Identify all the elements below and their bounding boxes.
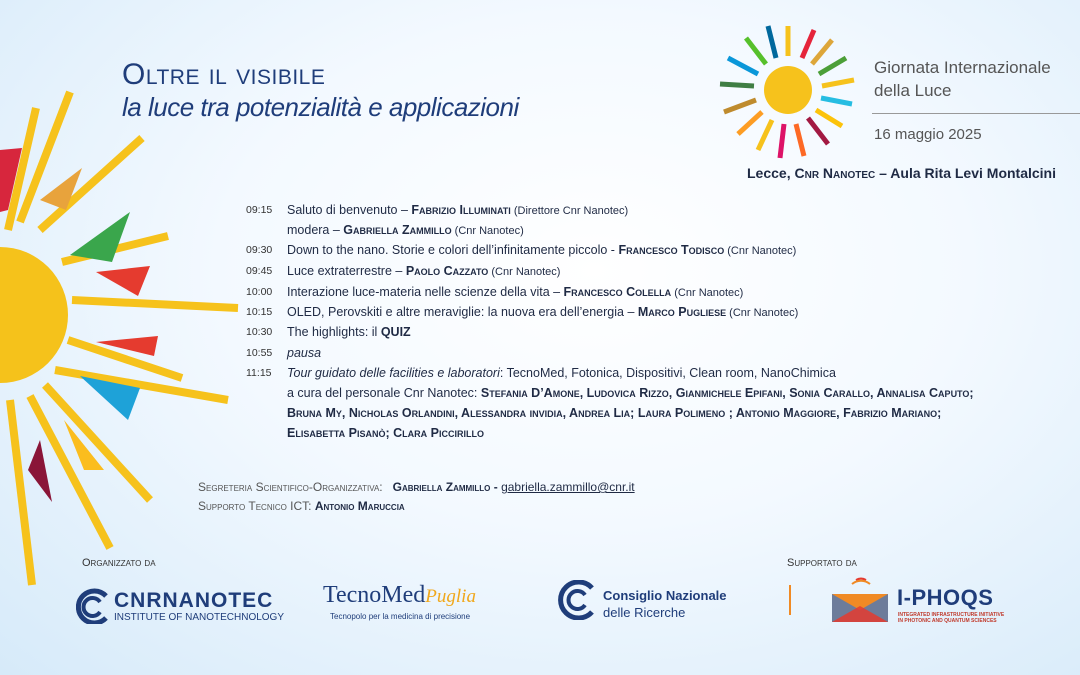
program-time: 10:30 <box>246 326 273 338</box>
speaker-name: Gabriella Zammillo <box>343 223 452 237</box>
event-name-line2: della Luce <box>874 81 952 100</box>
program-time: 09:45 <box>246 265 273 277</box>
footer-divider <box>789 585 791 615</box>
cnr-nanotec-logo-text: CNRNANOTEC <box>114 589 274 612</box>
cnr-logo-text-line1: Consiglio Nazionale <box>603 588 727 603</box>
program-time: 09:30 <box>246 244 273 256</box>
tecnomed-logo-subtitle: Tecnopolo per la medicina di precisione <box>330 612 471 621</box>
event-date: 16 maggio 2025 <box>874 126 982 143</box>
speaker-name: Paolo Cazzato <box>405 264 489 278</box>
event-name-line1: Giornata Internazionale <box>874 58 1051 77</box>
supported-by-label: Supportato da <box>787 557 857 569</box>
program-time: 11:15 <box>246 367 272 379</box>
iphoqs-logo-subtitle-line2: IN PHOTONIC AND QUANTUM SCIENCES <box>898 618 997 624</box>
cnr-nanotec-logo-icon <box>76 588 112 624</box>
day-of-light-sun-logo <box>716 18 856 168</box>
iphoqs-logo-icon <box>830 576 892 626</box>
speaker-name: Francesco Todisco <box>618 243 725 257</box>
break-label: pausa <box>287 346 322 360</box>
program-time: 09:15 <box>246 204 273 216</box>
program-time: 10:00 <box>246 286 273 298</box>
secretariat-line: Segreteria Scientifico-Organizzativa: Gabriella Zammillo - gabriella.zammillo@cnr.it <box>198 480 635 494</box>
support-line: Supporto Tecnico ICT: Antonio Maruccia <box>198 499 405 513</box>
cnr-nanotec-logo-subtitle: INSTITUTE OF NANOTECHNOLOGY <box>114 612 285 623</box>
organized-by-label: Organizzato da <box>82 557 156 569</box>
speaker-name: Fabrizio Illuminati <box>411 203 511 217</box>
cnr-logo-text-line2: delle Ricerche <box>603 605 686 620</box>
tecnomed-logo-text: TecnoMedPuglia <box>323 582 476 608</box>
program-time: 10:55 <box>246 347 273 359</box>
sun-disc <box>0 247 68 383</box>
quiz-label: QUIZ <box>380 325 411 339</box>
divider <box>872 113 1080 114</box>
event-venue: Lecce, Cnr Nanotec – Aula Rita Levi Montalcini <box>747 165 1057 181</box>
iphoqs-logo-text: I-PHOQS <box>897 585 994 610</box>
iphoqs-logo-subtitle-line1: INTEGRATED INFRASTRUCTURE INITIATIVE <box>898 612 1005 618</box>
page-title: Oltre il visibile <box>122 58 326 91</box>
cnr-logo-icon <box>558 580 598 620</box>
speaker-name: Marco Pugliese <box>637 305 727 319</box>
email-link[interactable]: gabriella.zammillo@cnr.it <box>501 480 635 494</box>
page-subtitle: la luce tra potenzialità e applicazioni <box>122 92 519 122</box>
speaker-name: Francesco Colella <box>563 285 672 299</box>
program-time: 10:15 <box>246 306 273 318</box>
